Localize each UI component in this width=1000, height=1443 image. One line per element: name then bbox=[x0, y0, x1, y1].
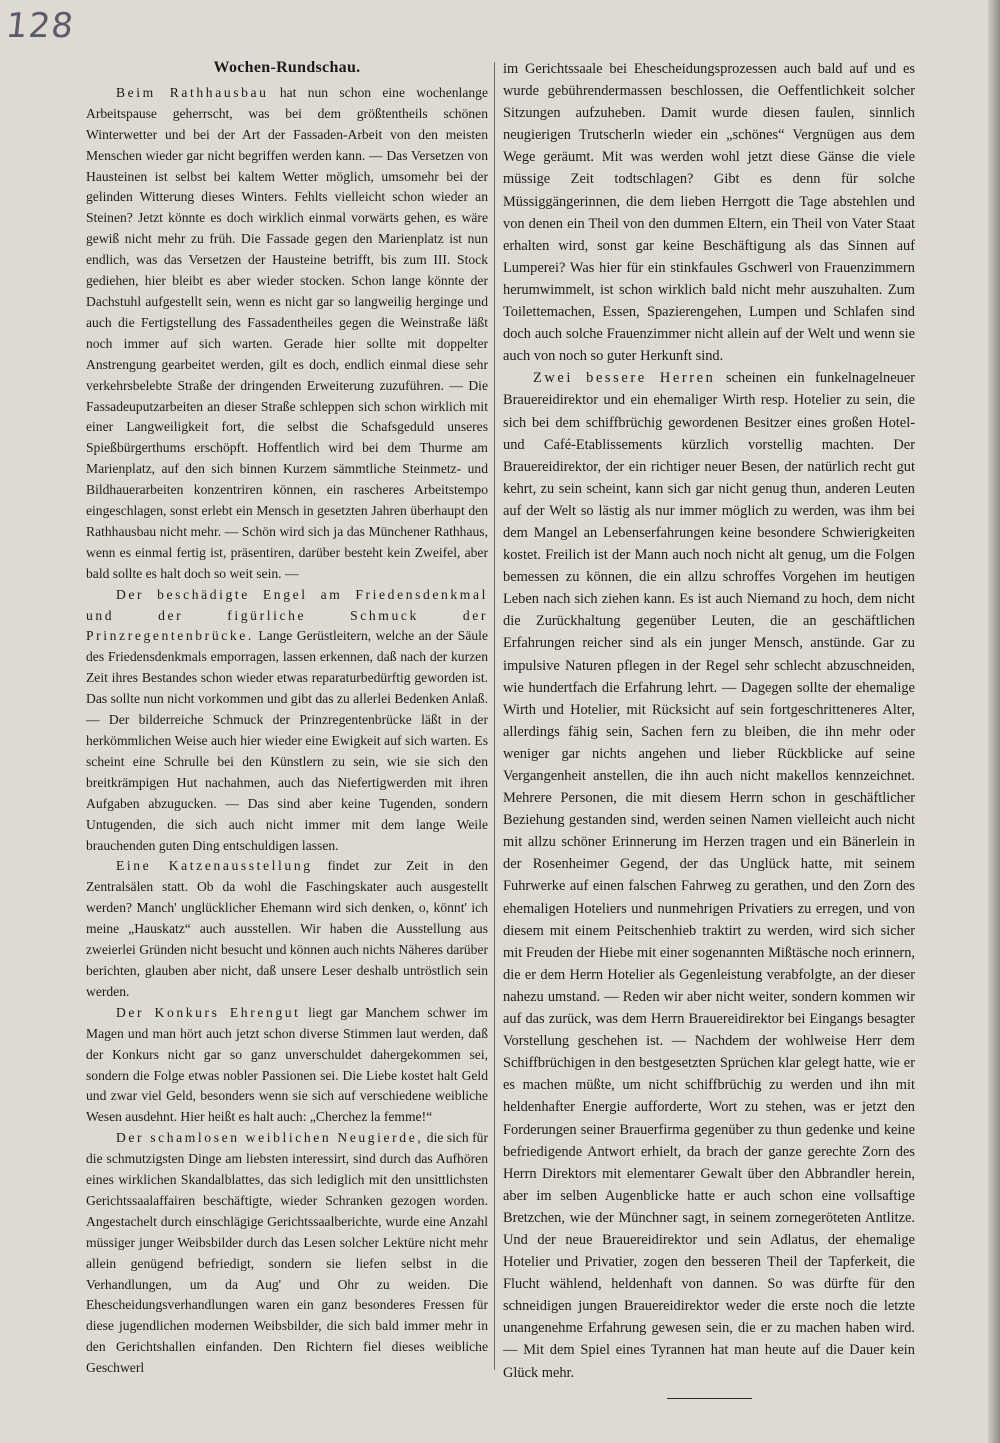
article-text: scheinen ein funkelnagelneuer Brauereidirektor und ein ehemaliger Wirth resp. Hotelier zu sein, die sich bei dem schiffbrüchig gewordenen Besitzer eines großen Hotel- und Café-Etablissements kürzlich vorstellig machten. Der Brauereidirektor, der ein richtiger neuer Besen, der natürlich recht gut kehrt, zu sein scheint, kann sich gar nicht genug thun, anderen Leuten auf der Welt so lästig als nur immer möglich zu werden, was ihm bei dem Mangel an Lebenserfahrungen keine besondere Schwierigkeiten kostet. Freilich ist der Mann auch noch nicht alt genug, um die Folgen bemessen zu können, die ein allzu schroffes Vorgehen im heutigen Leben nach sich ziehen kann. Es ist auch Niemand zu hoch, dem nicht die Zurückhaltung gegenüber Leuten, die an geschäftlichen Erfahrungen reicher sind als ein junger Mensch, anstünde. Gar zu impulsive Naturen pflegen in der Regel sehr schlecht abzuschneiden, wie hundertfach die Erfahrung lehrt. — Dagegen sollte der ehemalige Wirth und Hotelier, mit Rücksicht auf sein fortgeschritteneres Alter, allerdings fähig sein, Sachen fern zu bleiben, die ihn mehr oder weniger gar nichts angehen und lieber Rückblicke auf seine Vergangenheit anstellen, die ihn auch nicht makellos kennzeichnet. Mehrere Personen, die mit diesem Herrn schon in geschäftlicher Beziehung gestanden sind, werden seinen Namen vielleicht auch nicht mit allzu schöner Erinnerung im Herzen tragen und ein Bänerlein in der Rosenheimer Gegend, der das Unglück hatte, mit seinem Fuhrwerke auf einen falschen Fahrweg zu gerathen, und den Zorn des ehemaligen Hoteliers und nunmehrigen Privatiers zu erregen, und von diesem mit einem Peitschenhieb traktirt zu werden, wird sich sicher mit Freuden der Hiebe mit einer sogenannten Mißtäsche noch erinnern, die er dem Herrn Hotelier als Gegenleistung verabfolgte, an der dieser nahezu umstand. — Reden wir aber nicht weiter, sondern kommen wir auf das zurück, was dem Herrn Brauereidirektor bei Eingangs besagter Vorstellung geschehen ist. — Nachdem der wohlweise Herr dem Schiffbrüchigen in den bestgesetzten Sprüchen klar gelegt hatte, wie er es machen müßte, um nicht schiffbrüchig zu werden und ihn mit heldenhafter Energie aufforderte, Wort zu stehen, was er jetzt den Forderungen seiner Brauerfirma gegenüber zu thun gedenke und keine befriedigende Antwort erhielt, da brach der ganze gerechte Zorn des Herrn Direktors mit elementarer Gewalt über den Abbrandler herein, aber im selben Augenblicke hatte er auch schon eine vollsaftige Bretzchen, wie der Münchner sagt, in seinem zornegeröteten Antlitze. Und der neue Brauereidirektor und sein Adlatus, der ehemalige Hotelier und Privatier, zogen den besseren Theil der Tapferkeit, die Flucht wählend, heldenhaft von dannen. So was dürfte für den schneidigen jungen Brauereidirektor weder die erste noch die letzte unangenehme Erfahrung gewesen sein, die er zu machen haben wird. — Mit dem Spiel eines Tyrannen hat man heute auf die Dauer kein Glück mehr. bbox=[503, 370, 915, 1381]
article-paragraph bbox=[503, 367, 915, 1383]
article-text: Lange Gerüstleitern, welche an der Säule des Friedensdenkmals emporragen, lassen erkennen, daß nach der kurzen Zeit ihres Bestandes schon wieder etwas reparaturbedürftig geworden ist. Das sollte nun nicht vorkommen und gibt das zu allerlei Bedenken Anlaß. — Der bilderreiche Schmuck der Prinzregentenbrücke läßt in der herkömmlichen Weise auch hier wieder eine Ewigkeit auf sich warten. Es scheint eine Schrulle bei den Künstlern zu sein, wie sie sich den breitkrämpigen Hut nachahmen, auch das Niefertigwerden mit ihren Aufgaben abzugucken. — Das sind aber keine Tugenden, sondern Untugenden, die sich auch nicht immer mit dem lange Weile brauchenden guten Ding entschuldigen lassen. bbox=[86, 628, 488, 853]
article-paragraph bbox=[86, 83, 488, 585]
left-column bbox=[86, 58, 488, 1379]
article-text: hat nun schon eine wochenlange Arbeitspause geherrscht, was bei dem größtentheils schönen Winterwetter und bei der Art der Fassaden-Arbeit von den meisten Menschen wieder gar nicht begriffen werden kann. — Das Versetzen von Hausteinen ist selbst bei kaltem Wetter möglich, umsomehr bei der gelinden Witterung dieses Winters. Fehlts vielleicht schon wieder an Steinen? Jetzt könnte es doch wirklich einmal vorwärts gehen, es wäre gewiß nicht mehr zu früh. Die Fassade gegen den Marienplatz ist nun endlich, was das Versetzen der Hausteine betrifft, bis zum III. Stock gediehen, hier bleibt es aber wieder stocken. Schon lange könnte der Dachstuhl aufgestellt sein, wenn es nicht gar so langweilig herginge und auch die Fertigstellung des Fassadentheiles gegen die Weinstraße läßt noch immer auf sich warten. Gerade hier sollte mit doppelter Anstrengung gearbeitet werden, gilt es doch, endlich einmal diese sehr verkehrsbelebte Straße der dringenden Erweiterung zuzuführen. — Die Fassadeuputzarbeiten an dieser Straße schleppen sich schon wirklich mit einer Langweiligkeit fort, die selbst die Schafsgeduld unseres Spießbürgerthums erschöpft. Hoffentlich wird bei dem Thurme am Marienplatz, auf den sich binnen Kurzem sämmtliche Steinmetz- und Bildhauerarbeiten konzentriren können, ein rascheres Arbeitstempo eingeschlagen, sonst erlebt ein Mensch in gesetzten Jahren überhaupt den Rathhausbau nicht mehr. — Schön wird sich ja das Münchener Rathhaus, wenn es einmal fertig ist, präsentiren, darüber besteht kein Zweifel, aber bald sollte es halt doch so weit sein. — bbox=[86, 84, 488, 581]
article-text: liegt gar Manchem schwer im Magen und man hört auch jetzt schon diverse Stimmen laut werden, daß der Konkurs nicht gar so ganz unverschuldet dahergekommen sei, sondern die Folge etwas nobler Passionen sei. Die Liebe kostet halt Geld und zwar viel Geld, besonders wenn sie sich auf verschiedene weibliche Wesen ausdehnt. Hier heißt es halt auch: „Cherchez la femme!“ bbox=[86, 1004, 488, 1125]
article-lead: Der schamlosen weiblichen Neugierde, bbox=[116, 1130, 424, 1146]
article-text: die sich für die schmutzigsten Dinge am liebsten interessirt, sind durch das Aufhören eines wirklichen Skandalblattes, das sich lediglich mit den unsittlichsten Gerichtssaalaffairen beschäftigte, wieder Schranken gezogen worden. Angestachelt durch einschlägige Gerichtssaalberichte, wurde eine Anzahl müssiger junger Weibsbilder durch das Lesen solcher Lektüre nicht mehr allein genügend befriedigt, sondern sie liefen selbst in die Verhandlungen, um da Aug' und Ohr zu weiden. Die Ehescheidungsverhandlungen waren ein ganz besonderes Fressen für diese jugendlichen modernen Weibsbilder, die sich bald immer mehr in den Gerichtshallen einfanden. Den Richtern fiel dieses weibliche Geschwerl bbox=[86, 1130, 488, 1376]
article-paragraph bbox=[86, 1003, 488, 1128]
column-divider bbox=[494, 62, 495, 1370]
article-paragraph bbox=[503, 58, 915, 367]
article-lead: Beim Rathhausbau bbox=[116, 84, 269, 100]
article-lead: Der Konkurs Ehrengut bbox=[116, 1004, 301, 1020]
article-lead: Zwei bessere Herren bbox=[533, 370, 716, 387]
scan-edge-shadow bbox=[988, 0, 1000, 1443]
article-lead: Der beschädigte Engel am Friedensdenkmal und der figürliche Schmuck der Prinzregentenbrücke. bbox=[86, 586, 488, 644]
article-text: im Gerichtssaale bei Ehescheidungsprozessen auch bald auf und es wurde gebührendermassen beschlossen, die Oeffentlichkeit solcher Sitzungen aufzuheben. Damit wurde diesen faulen, sinnlich neugierigen Trutscherln wieder ein „schönes“ Vergnügen aus dem Wege geräumt. Mit was werden wohl jetzt diese Gänse die viele müssige Zeit todtschlagen? Gibt es denn für solche Müssiggängerinnen, die dem lieben Herrgott die Tage abstehlen und von denen ein Theil von den dummen Eltern, ein Theil von Vater Staat erhalten wird, sonst gar keine Beschäftigung als das Sinnen auf Lumperei? Was hier für ein stinkfaules Gschwerl von Frauenzimmern herumwimmelt, ist schon wirklich bald nicht mehr auszuhalten. Zum Toilettemachen, Essen, Spazierengehen, Lumpen und Schlafen sind doch auch solche Frauenzimmer nicht allein auf der Welt und wenn sie auch von noch so guter Herkunft sind. bbox=[503, 61, 915, 365]
page-heading: Wochen-Rundschau. bbox=[213, 59, 361, 76]
page-number: 128 bbox=[3, 6, 77, 46]
end-rule bbox=[667, 1398, 752, 1399]
article-text: findet zur Zeit in den Zentralsälen statt. Ob da wohl die Faschingskater auch ausgestellt werden? Manch' unglücklicher Ehemann wird sich denken, o, könnt' ich meine „Hauskatz“ auch ausstellen. Wir haben die Ausstellung aus zweierlei Gründen nicht besucht und können auch nichts Näheres darüber berichten, glauben aber nicht, daß unsere Leser deshalb untröstlich sein werden. bbox=[86, 858, 489, 999]
article-paragraph bbox=[86, 585, 488, 857]
article-paragraph bbox=[86, 1128, 488, 1379]
right-column bbox=[503, 58, 915, 1399]
article-paragraph bbox=[86, 856, 488, 1002]
article-lead: Eine Katzenausstellung bbox=[116, 858, 313, 874]
